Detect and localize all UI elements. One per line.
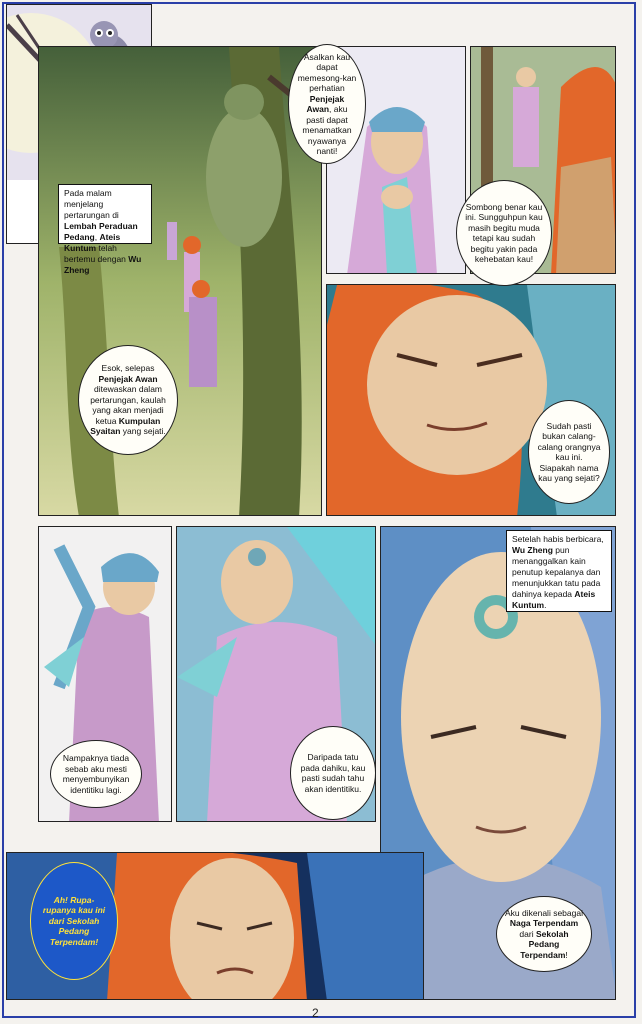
speech-bubble-p2: Asalkan kau dapat memesong-kan perhatian Penjejak Awan, aku pasti dapat menamatkan nyawanya nanti! xyxy=(288,44,366,164)
caption-p7: Setelah habis berbicara, Wu Zheng pun menanggalkan kain penutup kepalanya dan menunjukkan tatu pada dahinya kepada Ateis Kuntum. xyxy=(506,530,612,612)
speech-bubble-p6: Daripada tatu pada dahiku, kau pasti sudah tahu akan identitiku. xyxy=(290,726,376,820)
speech-bubble-p5: Nampaknya tiada sebab aku mesti menyembunyikan identitiku lagi. xyxy=(50,740,142,808)
speech-bubble-p4: Sudah pasti bukan calang-calang orangnya kau ini. Siapakah nama kau yang sejati? xyxy=(528,400,610,504)
caption-p1: Pada malam menjelang pertarungan di Lembah Peraduan Pedang, Ateis Kuntum telah bertemu dengan Wu Zheng xyxy=(58,184,152,244)
speech-bubble-p7: Aku dikenali sebagai Naga Terpendam dari Sekolah Pedang Terpendam! xyxy=(496,896,592,972)
speech-bubble-p1: Esok, selepas Penjejak Awan ditewaskan dalam pertarungan, kaulah yang akan menjadi ketua Kumpulan Syaitan yang sejati. xyxy=(78,345,178,455)
speech-bubble-p3: Sombong benar kau ini. Sungguhpun kau masih begitu muda tetapi kau sudah begitu yakin pada kehebatan kau! xyxy=(456,180,552,286)
page-number: 2 xyxy=(312,1006,319,1020)
panel-forest xyxy=(38,46,322,516)
forest-illustration xyxy=(39,47,322,516)
callout-bubble-p8: Ah! Rupa-rupanya kau ini dari Sekolah Pedang Terpendam! xyxy=(30,862,118,980)
